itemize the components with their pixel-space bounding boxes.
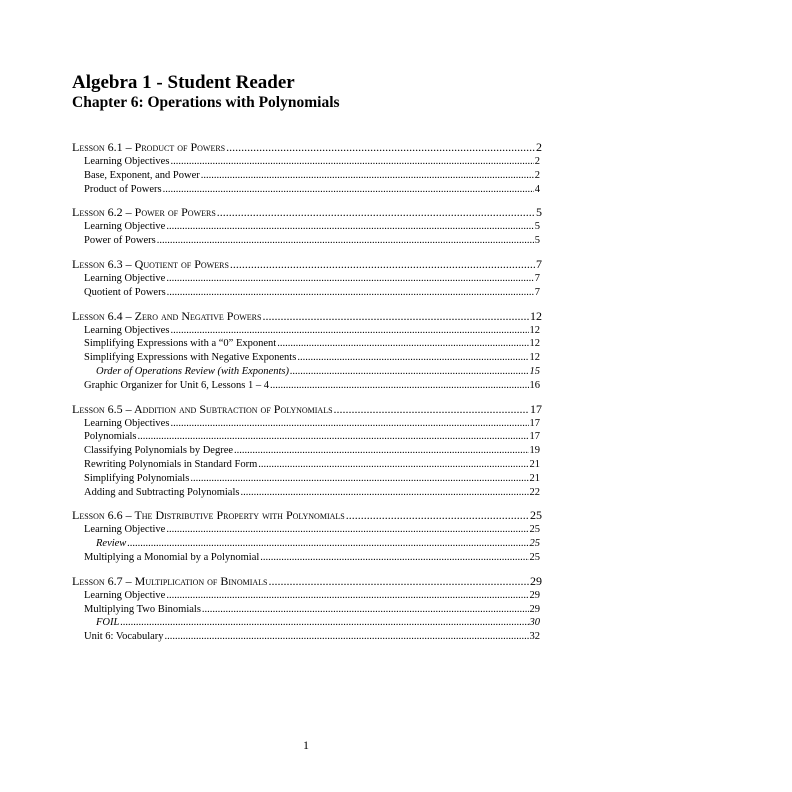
toc-entry-page: 29 bbox=[529, 589, 540, 601]
toc-lesson-heading bbox=[72, 205, 542, 220]
dot-leader bbox=[170, 324, 528, 338]
toc-entry bbox=[72, 324, 542, 338]
toc-entry bbox=[72, 444, 542, 458]
toc-entry-page: 30 bbox=[529, 617, 540, 629]
toc-lesson-page: 25 bbox=[530, 508, 542, 523]
toc-entry-page: 17 bbox=[529, 417, 540, 429]
dot-leader bbox=[270, 379, 529, 393]
toc-entry bbox=[72, 523, 542, 537]
toc-lesson-title: Lesson 6.7 – Multiplication of Binomials bbox=[72, 573, 268, 588]
toc-entry-title: Base, Exponent, and Power bbox=[84, 169, 200, 181]
toc-entry-page: 2 bbox=[534, 169, 540, 181]
toc-lesson-page: 5 bbox=[536, 205, 542, 220]
toc-entry bbox=[72, 337, 542, 351]
dot-leader bbox=[167, 286, 534, 300]
toc-entry bbox=[72, 155, 542, 169]
dot-leader bbox=[277, 337, 528, 351]
toc-entry-title: FOIL bbox=[96, 617, 120, 629]
toc-entry bbox=[72, 537, 542, 551]
toc-entry-title: Learning Objective bbox=[84, 221, 166, 233]
dot-leader bbox=[230, 257, 535, 272]
toc-lesson-page: 29 bbox=[530, 573, 542, 588]
dot-leader bbox=[190, 472, 528, 486]
toc-entry-title: Learning Objective bbox=[84, 589, 166, 601]
toc-entry-page: 32 bbox=[529, 631, 540, 643]
toc-entry-page: 7 bbox=[534, 286, 540, 298]
toc-lesson-page: 2 bbox=[536, 140, 542, 154]
toc-entry-title: Order of Operations Review (with Exponents) bbox=[96, 365, 289, 377]
toc-entry bbox=[72, 286, 542, 300]
dot-leader bbox=[170, 417, 528, 431]
toc-entry-title: Quotient of Powers bbox=[84, 286, 166, 298]
toc-entry bbox=[72, 169, 542, 183]
toc-entry-page: 21 bbox=[529, 472, 540, 484]
toc-entry-title: Product of Powers bbox=[84, 183, 162, 195]
toc-entry-page: 25 bbox=[529, 538, 540, 550]
toc-entry bbox=[72, 272, 542, 286]
toc-lesson-title: Lesson 6.3 – Quotient of Powers bbox=[72, 256, 229, 271]
toc-lesson-title: Lesson 6.6 – The Distributive Property with Polynomials bbox=[72, 508, 345, 523]
toc-entry-title: Learning Objectives bbox=[84, 417, 170, 429]
document-title: Algebra 1 - Student Reader bbox=[72, 72, 295, 93]
dot-leader bbox=[166, 589, 528, 603]
chapter-subtitle: Chapter 6: Operations with Polynomials bbox=[72, 94, 340, 111]
toc-entry-page: 29 bbox=[529, 603, 540, 615]
toc-entry-page: 12 bbox=[529, 338, 540, 350]
toc-entry-title: Review bbox=[96, 538, 127, 550]
dot-leader bbox=[166, 220, 533, 234]
toc-entry-title: Rewriting Polynomials in Standard Form bbox=[84, 458, 258, 470]
dot-leader bbox=[166, 523, 528, 537]
table-of-contents bbox=[72, 140, 542, 644]
toc-entry-page: 25 bbox=[529, 524, 540, 536]
toc-entry bbox=[72, 486, 542, 500]
toc-entry-title: Polynomials bbox=[84, 431, 137, 443]
toc-entry bbox=[72, 589, 542, 603]
dot-leader bbox=[170, 155, 533, 169]
dot-leader bbox=[346, 508, 529, 523]
toc-entry-title: Simplifying Polynomials bbox=[84, 472, 190, 484]
toc-lesson-title: Lesson 6.4 – Zero and Negative Powers bbox=[72, 308, 262, 323]
page-number: 1 bbox=[303, 738, 309, 752]
toc-entry-page: 25 bbox=[529, 551, 540, 563]
dot-leader bbox=[269, 574, 530, 589]
toc-entry-page: 5 bbox=[534, 235, 540, 247]
toc-entry bbox=[72, 630, 542, 644]
dot-leader bbox=[120, 616, 528, 630]
toc-entry bbox=[72, 365, 542, 379]
dot-leader bbox=[240, 486, 528, 500]
toc-lesson-page: 12 bbox=[530, 308, 542, 323]
toc-entry-page: 15 bbox=[529, 365, 540, 377]
toc-entry-page: 21 bbox=[529, 458, 540, 470]
toc-entry-title: Simplifying Expressions with Negative Exponents bbox=[84, 352, 297, 364]
dot-leader bbox=[260, 551, 528, 565]
toc-entry-title: Power of Powers bbox=[84, 235, 156, 247]
dot-leader bbox=[163, 183, 534, 197]
toc-entry-page: 2 bbox=[534, 156, 540, 167]
toc-entry-title: Unit 6: Vocabulary bbox=[84, 631, 164, 643]
toc-entry-page: 19 bbox=[529, 445, 540, 457]
toc-lesson-heading bbox=[72, 508, 542, 523]
toc-entry bbox=[72, 458, 542, 472]
toc-entry-title: Adding and Subtracting Polynomials bbox=[84, 486, 240, 498]
toc-lesson-page: 17 bbox=[530, 401, 542, 416]
toc-entry-title: Learning Objectives bbox=[84, 324, 170, 336]
toc-entry-page: 7 bbox=[534, 272, 540, 284]
dot-leader bbox=[138, 430, 529, 444]
toc-entry-page: 4 bbox=[534, 183, 540, 195]
toc-entry-title: Multiplying Two Binomials bbox=[84, 603, 201, 615]
dot-leader bbox=[234, 444, 528, 458]
dot-leader bbox=[217, 205, 535, 220]
toc-lesson-title: Lesson 6.2 – Power of Powers bbox=[72, 205, 216, 220]
dot-leader bbox=[157, 234, 534, 248]
toc-entry bbox=[72, 472, 542, 486]
dot-leader bbox=[226, 140, 535, 155]
toc-entry-title: Graphic Organizer for Unit 6, Lessons 1 – 4 bbox=[84, 379, 269, 391]
toc-lesson-heading bbox=[72, 574, 542, 589]
toc-entry-page: 16 bbox=[529, 379, 540, 391]
dot-leader bbox=[297, 351, 528, 365]
toc-entry-title: Multiplying a Monomial by a Polynomial bbox=[84, 551, 260, 563]
toc-entry-page: 5 bbox=[534, 221, 540, 233]
toc-entry bbox=[72, 234, 542, 248]
toc-entry bbox=[72, 220, 542, 234]
toc-entry bbox=[72, 430, 542, 444]
toc-entry-page: 17 bbox=[529, 431, 540, 443]
toc-entry-title: Learning Objective bbox=[84, 272, 166, 284]
dot-leader bbox=[258, 458, 528, 472]
toc-lesson-title: Lesson 6.5 – Addition and Subtraction of Polynomials bbox=[72, 401, 333, 416]
dot-leader bbox=[127, 537, 528, 551]
toc-lesson-heading bbox=[72, 402, 542, 417]
toc-lesson-heading bbox=[72, 309, 542, 324]
toc-entry-page: 12 bbox=[529, 324, 540, 336]
toc-entry bbox=[72, 616, 542, 630]
toc-entry-title: Learning Objectives bbox=[84, 156, 170, 167]
dot-leader bbox=[165, 630, 529, 644]
toc-entry-title: Simplifying Expressions with a “0” Exponent bbox=[84, 338, 277, 350]
dot-leader bbox=[202, 603, 529, 617]
toc-entry bbox=[72, 417, 542, 431]
toc-lesson-page: 7 bbox=[536, 256, 542, 271]
toc-entry bbox=[72, 379, 542, 393]
toc-lesson-heading bbox=[72, 140, 542, 155]
dot-leader bbox=[166, 272, 533, 286]
dot-leader bbox=[201, 169, 534, 183]
toc-entry-page: 12 bbox=[529, 352, 540, 364]
toc-entry bbox=[72, 551, 542, 565]
dot-leader bbox=[290, 365, 529, 379]
dot-leader bbox=[262, 309, 529, 324]
toc-entry bbox=[72, 351, 542, 365]
toc-entry-title: Classifying Polynomials by Degree bbox=[84, 445, 234, 457]
toc-lesson-heading bbox=[72, 257, 542, 272]
toc-entry-page: 22 bbox=[529, 486, 540, 498]
toc-entry bbox=[72, 183, 542, 197]
toc-entry-title: Learning Objective bbox=[84, 524, 166, 536]
dot-leader bbox=[334, 402, 529, 417]
toc-entry bbox=[72, 603, 542, 617]
toc-lesson-title: Lesson 6.1 – Product of Powers bbox=[72, 140, 226, 154]
